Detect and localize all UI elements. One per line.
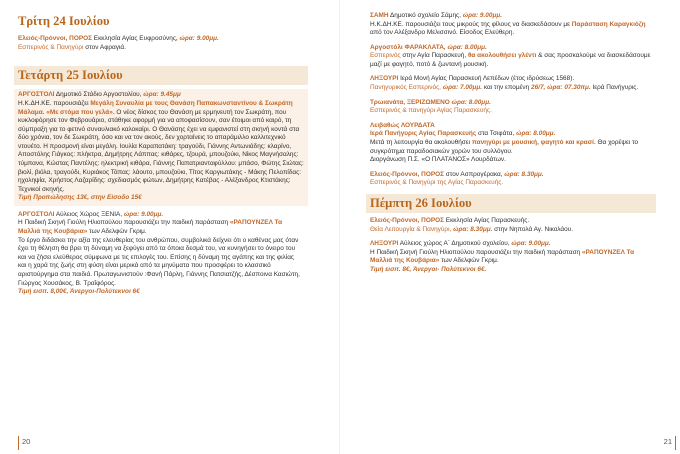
event-place: ΑΡΓΟΣΤΟΛΙ <box>18 210 55 218</box>
event-show: «ΡΑΠΟΥΝΖΕΛ Τα Μαλλιά της Κουβάρια» <box>18 219 283 236</box>
event-time: ώρα: 8.30μμ. <box>453 225 493 233</box>
event-show: Παράσταση Καραγκιόζη <box>571 20 646 28</box>
event-time: ώρα: 9.45μμ <box>143 91 181 99</box>
event-line <box>370 226 652 235</box>
event-time: ώρα: 8.30μμ. <box>504 170 544 178</box>
event-body <box>18 219 304 236</box>
page-edge-mark <box>18 436 19 450</box>
event-place: ΑΡΓΟΣΤΟΛΙ <box>18 91 55 99</box>
event-text: και την επομένη <box>482 84 532 92</box>
event-lead: Θεία Λειτουργία & Πανηγύρι, <box>370 225 454 233</box>
event-price: Τιμή εισιτ. 8€, Άνεργοι- Πολύτεκνοι 6€. <box>370 265 487 273</box>
event-description: Ο νέος δίσκος του Θανάση με ερμηνευτή τον Σωκράτη, που κυκλοφόρησε τον Φεβρουάριο, στάθηκε αφορμή για να αποφασίσουν, σαν έτοιμοι από καιρό, τη σύμπραξη για το φετινό συναυλιακό καλοκαίρι. Ο Θανάσης έχει να εμφανιστεί στη σκηνή κοντά στα δύο χρόνια, τον δε Σωκράτη, όσο και να τον ακούς, δεν χορταίνεις το απαράμιλλο καλλιτεχνικό ντουέτο. Η προσμονή είναι μεγάλη. Ιουλία Καραπατάκη: τραγούδι, Γιάννης Αντωνιάδης: κλαρίνο, Αποστόλης Γιάγκος: πλήκτρα, Δημήτρης Λάππας: κιθάρες, τζουρά, μπουζούκι, Νίκος Μαγνήσαλης: τύμπανα, Κώστας Παντέλης: ηλεκτρική κιθάρα, Γιάννης Παπατριανταφύλλου: μπάσο, Φώτης Σιώτας: βιολί, βιόλα, τραγούδι, Κυριάκος Τάπας: λάουτο, μπουζούκι, Τίτος Καργιωτάκης - Μάκης Πελοπίδας: ηχοληψία, Χρήστος Λαζαρίδης: σχεδιασμός φώτων, Δημήτρης Κατέβας - Αλέξανδρος Κτιστάκης: Τεχνικοί σκηνής. <box>18 108 304 193</box>
event-place: Αργοστόλι ΦΑΡΑΚΛΑΤΑ <box>370 43 444 51</box>
event-line <box>370 171 652 180</box>
event-line <box>370 217 652 226</box>
event-text: . Θα χορέψει το συγκρότημα παραδοσιακών χορών του συλλόγου. <box>370 138 639 155</box>
right-column <box>370 12 652 280</box>
event-text: των Αδελφών Γκριμ. <box>87 228 147 236</box>
event-show: Μεγάλη Συναυλία με τους Θανάση Παπακωνσταντίνου & Σωκράτη Μάλαμα. «Με στόμα που γελά». <box>18 99 293 116</box>
event-place: ΛΗΞΟΥΡΙ <box>370 240 399 248</box>
page-edge-mark <box>675 436 676 450</box>
day-heading-thursday: Πέμπτη 26 Ιουλίου <box>366 194 656 213</box>
event-text: Εσπερινός & Πανηγύρι της Αγίας Παρασκευής. <box>370 179 504 187</box>
event-venue: Δημοτικό Στάδιο Αργοστολίου, <box>54 91 144 99</box>
event-place: Ελειός-Πρόννοι, ΠΟΡΟΣ <box>18 35 92 43</box>
event-place: ΛΗΞΟΥΡΙ <box>370 75 399 83</box>
page-number-right: 21 <box>663 437 672 447</box>
event-price: Τιμή Προπώλησης 13€, στην Είσοδο 15€ <box>18 194 142 202</box>
event-time: ώρα: 9.00μμ. <box>511 240 551 248</box>
event-text: Εσπερινός & πανηγύρι Αγίας Παρασκευής. <box>370 107 492 115</box>
event-body <box>370 139 652 156</box>
event-text: από τον Αλέξανδρο Μελισσινό. Είσοδος Ελεύθερη. <box>370 29 515 37</box>
event-troianata <box>370 99 652 116</box>
event-text: & σας προσκαλούμε να διασκεδάσουμε μαζί με φαγητό, ποτό & ζωντανή μουσική. <box>370 52 651 68</box>
event-place: Ελειός-Πρόννοι, ΠΟΡΟΣ <box>370 170 444 178</box>
event-text: των Αδελφών Γκριμ. <box>439 257 499 265</box>
event-argostoli-concert <box>14 89 308 206</box>
day-heading-tuesday: Τρίτη 24 Ιουλίου <box>18 14 110 28</box>
event-time: ώρα: 9.00μμ. <box>123 210 164 218</box>
event-text: Η.Κ.ΔΗ.ΚΕ. παρουσιάζει τους μικρούς της φίλους να διασκεδάσουν με <box>370 20 572 28</box>
event-place: ΣΑΜΗ <box>370 12 389 19</box>
event-time: , ώρα: 8.00μμ. <box>443 43 487 51</box>
event-farakla <box>370 44 652 70</box>
event-venue: Αύλειος Χώρος ΞΕΝΙΑ, <box>54 210 124 218</box>
event-organizer: Διοργάνωση Π.Σ. «Ο ΠΛΑΤΑΝΟΣ» Λουρδάτων. <box>370 156 506 164</box>
event-line <box>18 44 304 53</box>
event-venue: Δημοτικό σχολείο Σάμης, <box>388 12 463 19</box>
event-venue: Ιερά Μονή Αγίας Παρασκευή Λεπέδων (έτος ιδρύσεως 1568). <box>398 75 575 83</box>
event-price: Τιμή εισιτ. 8,00€, Άνεργοι-Πολύτεκνοι 6€ <box>18 288 140 296</box>
event-body <box>370 21 652 38</box>
event-sami <box>370 12 652 38</box>
event-time: , ώρα: 9.00μμ. <box>175 35 219 43</box>
event-text: Μετά τη λειτουργία θα ακολουθήσει <box>370 138 472 146</box>
event-lourdata <box>370 122 652 165</box>
event-body <box>18 100 304 194</box>
event-description: Το έργο διδάσκει την αξία της ελευθερίας του ανθρώπου, συμβολικά δείχνει ότι ο καθένας μας όταν έχει τη θέληση θα βρει τη δύναμη να ξεφύγει από τα όποια δεσμά του, να κυνηγήσει το όνειρο του και να ζήσει ελεύθερος σύμφωνα με τις επιλογές του. Επίσης η δύναμη της αγάπης και της φιλίας και η χαρά της ζωής στη φύση είναι μερικά από τα μηνύματα που προσφέρει το κλασσικό αριστούργημα στα παιδιά. Πρωταγωνιστούν :Φανή Πάρλη, Γιάννης Πατσιατζής, Δέσποινα Κασιώτη, Γιώργος Χουσάκος, Β. Τραΐφόρος. <box>18 236 300 287</box>
event-poros-tuesday <box>18 35 304 52</box>
event-text: στην Νηπολά Αγ. Νικολάου. <box>492 225 573 233</box>
event-venue: στον Ασπρογέρακα, <box>443 170 505 178</box>
event-lead: Εσπερινός <box>370 52 401 60</box>
event-venue: Εκκλησία Αγίας Ευφροσύνης <box>91 35 176 43</box>
event-lead: Πανηγυρικός Εσπερινός, <box>370 84 443 92</box>
event-text: Ιερά Πανήγυρις. <box>590 84 639 92</box>
event-highlight: θα ακολουθήσει γλέντι <box>467 52 537 60</box>
event-lead: Ιερά Πανήγυρις Αγίας Παρασκευής <box>370 130 477 138</box>
day-heading-wednesday: Τετάρτη 25 Ιουλίου <box>14 66 308 85</box>
event-poros-thursday <box>370 217 652 234</box>
event-text: στα Τσιφάτα, <box>476 130 517 138</box>
event-place: Ελειός-Πρόννοι, ΠΟΡΟΣ <box>370 216 444 224</box>
event-place: Τρωιανάτα, ΞΕΡΙΖΩΜΕΝΟ <box>370 98 450 106</box>
event-line <box>370 12 652 21</box>
event-org: Η Παιδική Σκηνή Γιούλη Ηλιοπούλου παρουσιάζει την παιδική παράσταση <box>18 219 230 227</box>
event-line <box>370 75 652 84</box>
event-time: ώρα: 7.00μμ. <box>442 84 483 92</box>
event-venue: Εκκλησία Αγίας Παρασκευής. <box>443 216 530 224</box>
event-lixouri-rapunzel <box>370 240 652 274</box>
event-time: ώρα: 8.00μμ. <box>449 98 491 106</box>
page-number-left: 20 <box>22 437 31 447</box>
event-show: «ΡΑΠΟΥΝΖΕΛ Τα Μαλλιά της Κουβάρια» <box>370 248 635 265</box>
event-body <box>370 249 652 266</box>
event-place: Λειβαθώς ΛΟΥΡΔΑΤΑ <box>370 121 435 129</box>
event-line <box>370 130 652 139</box>
event-body <box>370 52 652 69</box>
event-text: Η Παιδική Σκηνή Γιούλη Ηλιοπούλου παρουσιάζει την παιδική παράσταση <box>370 248 582 256</box>
right-page <box>340 0 680 454</box>
event-line <box>18 35 304 44</box>
event-org: Η.Κ.ΔΗ.ΚΕ. παρουσιάζει <box>18 99 91 107</box>
event-poros-asprogeraka <box>370 171 652 188</box>
event-argostoli-rapunzel <box>18 211 304 297</box>
event-time: ώρα: 9.00μμ. <box>462 12 502 19</box>
event-text: στον Αφραγιά. <box>83 43 126 51</box>
event-venue: Αύλειος χώρος Α΄ Δημοτικού σχολείου, <box>398 240 512 248</box>
event-time: ώρα: 8.00μμ. <box>516 130 556 138</box>
event-highlight: πανηγύρι με μουσική, φαγητό και κρασί <box>471 138 594 146</box>
event-lead: Εσπερινός & Πανηγύρι <box>18 43 84 51</box>
event-line <box>18 91 304 100</box>
event-body <box>370 84 652 93</box>
event-lixouri-monastery <box>370 75 652 92</box>
left-column <box>18 12 304 303</box>
event-line <box>370 99 652 108</box>
event-line <box>370 240 652 249</box>
event-time: 26/7, ώρα: 07.30πμ. <box>531 84 591 92</box>
event-text: στην Αγία Παρασκευή, <box>400 52 468 60</box>
